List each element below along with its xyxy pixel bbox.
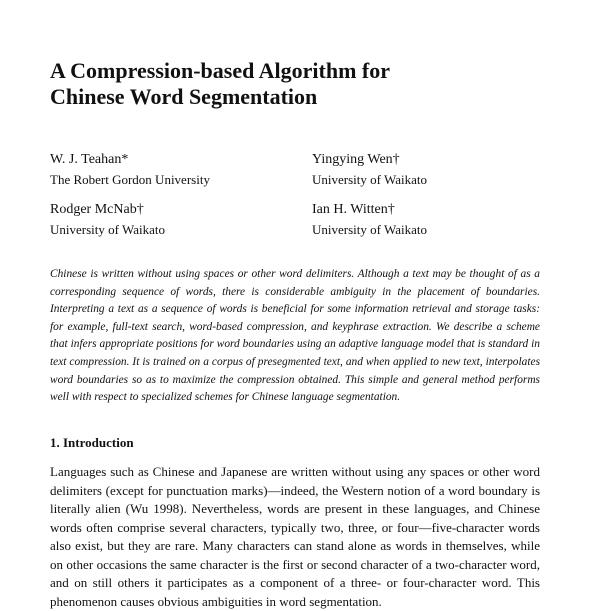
author-name: Yingying Wen† xyxy=(312,152,400,167)
title-line-2: Chinese Word Segmentation xyxy=(50,84,318,109)
author-affiliation: University of Waikato xyxy=(50,222,165,237)
author-block xyxy=(312,200,427,240)
author-affiliation: The Robert Gordon University xyxy=(50,172,210,187)
author-affiliation: University of Waikato xyxy=(312,172,427,187)
author-block xyxy=(312,150,427,190)
author-affiliation: University of Waikato xyxy=(312,222,427,237)
author-name: Ian H. Witten† xyxy=(312,202,395,217)
title-line-1: A Compression-based Algorithm for xyxy=(50,58,390,83)
abstract: Chinese is written without using spaces or other word delimiters. Although a text may be thought of as a corresponding sequence of words, there is considerable ambiguity in the placement of boundaries. Interpreting a text as a sequence of words is beneficial for some information retrieval and storage tasks: for example, full-text search, word-based compression, and keyphrase extraction. We describe a scheme that infers appropriate positions for word boundaries using an adaptive language model that is standard in text compression. It is trained on a corpus of presegmented text, and when applied to new text, interpolates word boundaries so as to maximize the compression obtained. This simple and general method performs well with respect to specialized schemes for Chinese language segmentation. xyxy=(50,268,540,404)
author-block xyxy=(50,200,165,240)
author-name: W. J. Teahan* xyxy=(50,152,129,167)
paper-title xyxy=(50,58,550,110)
author-name: Rodger McNab† xyxy=(50,202,144,217)
introduction-paragraph: Languages such as Chinese and Japanese are written without using any spaces or other word delimiters (except for punctuation marks)—indeed, the Western notion of a word boundary is literally alien (Wu 1998). Nevertheless, words are present in these languages, and Chinese words often comprise several characters, typically two, three, or four—five-character words also exist, but they are rare. Many characters can stand alone as words in themselves, while on other occasions the same character is the first or second character of a two-character word, and on still others it participates as a component of a three- or four-character word. This phenomenon causes obvious ambiguities in word segmentation. xyxy=(50,464,540,609)
author-block xyxy=(50,150,210,190)
section-heading: 1. Introduction xyxy=(50,435,134,450)
